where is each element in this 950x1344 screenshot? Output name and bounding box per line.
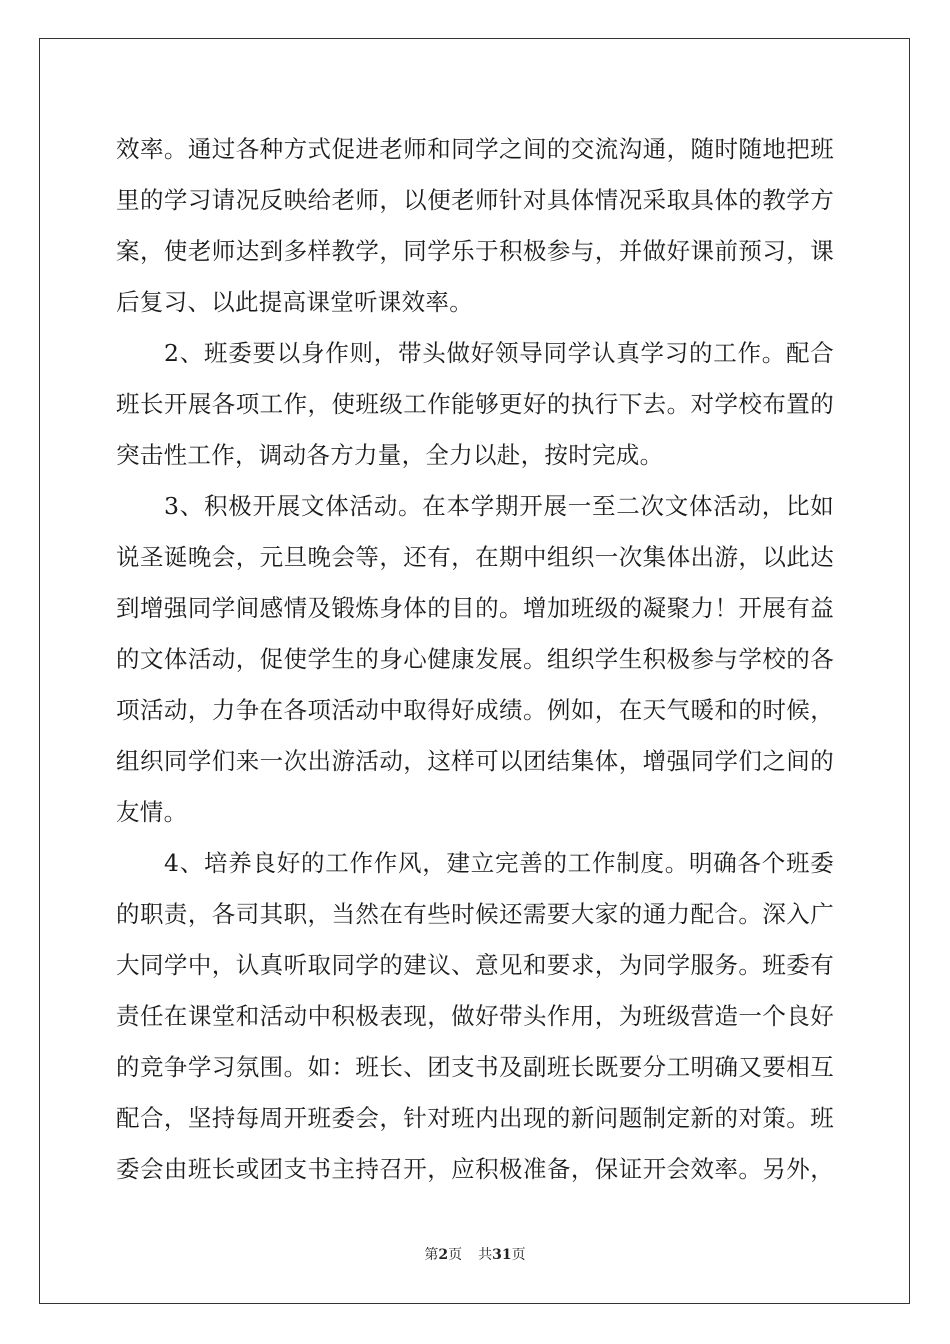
text-line: 4、培养良好的工作作风，建立完善的工作制度。明确各个班委	[164, 849, 834, 877]
text-line: 大同学中，认真听取同学的建议、意见和要求，为同学服务。班委有	[116, 951, 834, 979]
text-line: 配合，坚持每周开班委会，针对班内出现的新问题制定新的对策。班	[116, 1104, 834, 1132]
total-suffix: 页	[511, 1247, 526, 1263]
text-line: 项活动，力争在各项活动中取得好成绩。例如，在天气暖和的时候，	[116, 696, 834, 724]
page-suffix: 页	[448, 1247, 463, 1263]
total-prefix: 共	[478, 1247, 493, 1263]
text-line: 案，使老师达到多样教学，同学乐于积极参与，并做好课前预习，课	[116, 237, 834, 265]
text-line: 说圣诞晚会，元旦晚会等，还有，在期中组织一次集体出游，以此达	[116, 543, 834, 571]
text-line: 班长开展各项工作，使班级工作能够更好的执行下去。对学校布置的	[116, 390, 834, 418]
text-line: 的职责，各司其职，当然在有些时候还需要大家的通力配合。深入广	[116, 900, 834, 928]
text-line: 后复习、以此提高课堂听课效率。	[116, 288, 473, 316]
text-line: 3、积极开展文体活动。在本学期开展一至二次文体活动，比如	[164, 492, 834, 520]
text-line: 的文体活动，促使学生的身心健康发展。组织学生积极参与学校的各	[116, 645, 834, 673]
text-line: 到增强同学间感情及锻炼身体的目的。增加班级的凝聚力！开展有益	[116, 594, 834, 622]
text-line: 突击性工作，调动各方力量，全力以赴，按时完成。	[116, 441, 664, 469]
document-body	[116, 124, 834, 1195]
total-pages: 31	[492, 1247, 512, 1263]
text-line: 效率。通过各种方式促进老师和同学之间的交流沟通，随时随地把班	[116, 135, 834, 163]
text-line: 友情。	[116, 798, 188, 826]
text-line: 组织同学们来一次出游活动，这样可以团结集体，增强同学们之间的	[116, 747, 834, 775]
text-line: 2、班委要以身作则，带头做好领导同学认真学习的工作。配合	[164, 339, 834, 367]
page-number: 2	[438, 1247, 449, 1263]
text-line: 委会由班长或团支书主持召开，应积极准备，保证开会效率。另外，	[116, 1155, 834, 1183]
text-line: 的竞争学习氛围。如：班长、团支书及副班长既要分工明确又要相互	[116, 1053, 834, 1081]
page-footer	[0, 1245, 950, 1265]
page-prefix: 第	[424, 1247, 439, 1263]
text-line: 里的学习请况反映给老师，以便老师针对具体情况采取具体的教学方	[116, 186, 834, 214]
text-line: 责任在课堂和活动中积极表现，做好带头作用，为班级营造一个良好	[116, 1002, 834, 1030]
